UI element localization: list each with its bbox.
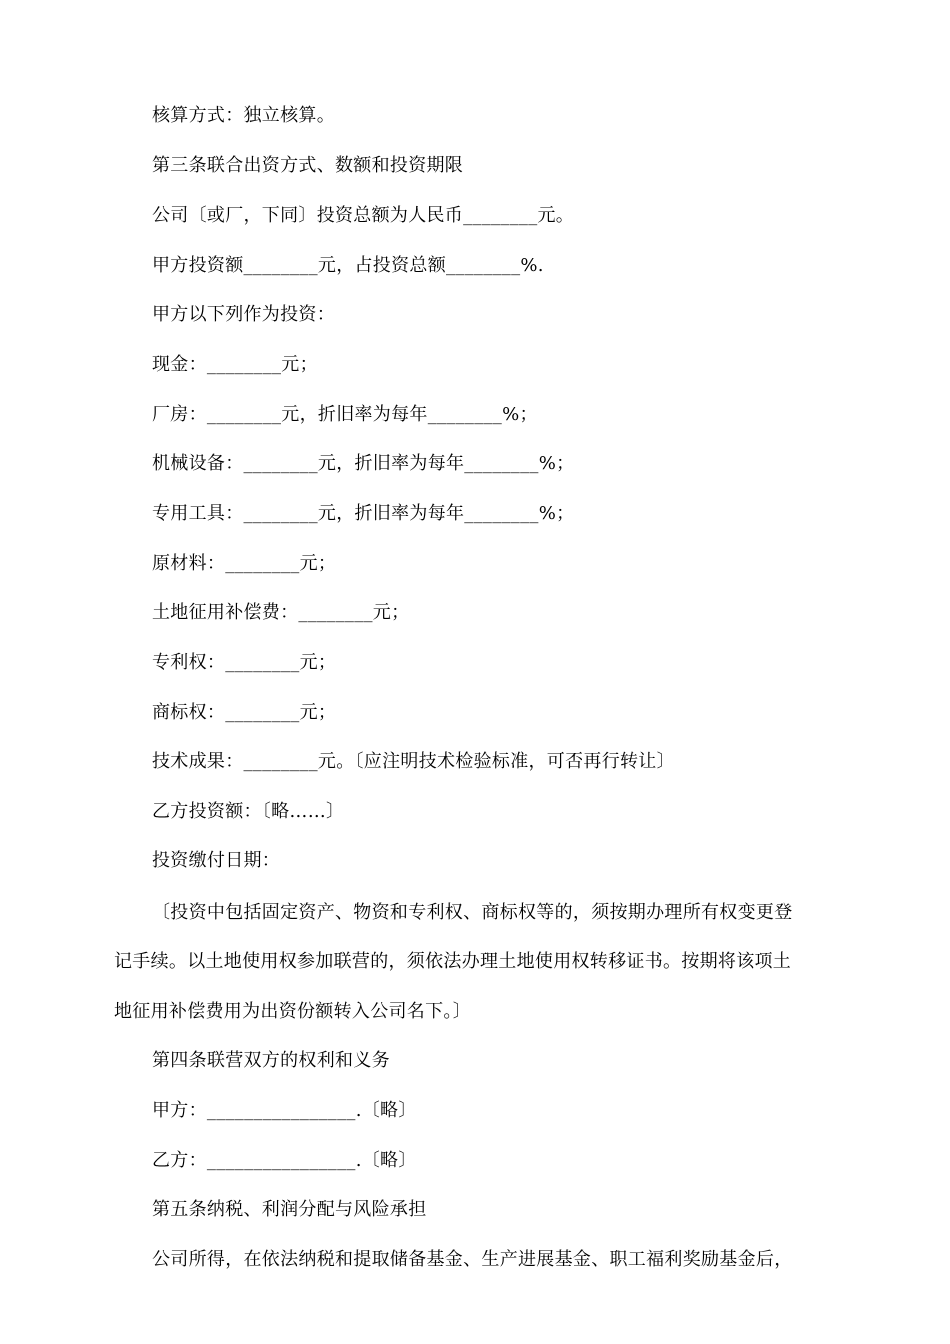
text-line: 现金：________元； (152, 354, 318, 375)
text-line: 土地征用补偿费：________元； (152, 602, 410, 623)
text-line: 公司〔或厂，下同〕投资总额为人民币________元。 (152, 205, 575, 226)
text-line: 甲方以下列作为投资： (152, 304, 335, 325)
text-line: 甲方：________________.〔略〕 (152, 1100, 417, 1121)
text-line: 乙方：________________.〔略〕 (152, 1150, 417, 1171)
text-line: 商标权：________元； (152, 702, 337, 723)
paragraph-line: 〔投资中包括固定资产、物资和专利权、商标权等的，须按期办理所有权变更登 (152, 902, 793, 923)
paragraph-line: 公司所得，在依法纳税和提取储备基金、生产进展基金、职工福利奖励基金后， (152, 1249, 793, 1270)
text-line: 投资缴付日期： (152, 850, 281, 871)
text-line: 技术成果：________元。〔应注明技术检验标准，可否再行转让〕 (152, 751, 675, 772)
text-line: 厂房：________元，折旧率为每年________%； (152, 404, 538, 425)
text-line: 机械设备：________元，折旧率为每年________%； (152, 453, 575, 474)
text-line: 甲方投资额________元，占投资总额________%. (152, 255, 544, 276)
section-heading: 第四条联营双方的权利和义务 (152, 1050, 390, 1071)
text-line: 专利权：________元； (152, 652, 337, 673)
text-line: 原材料：________元； (152, 553, 337, 574)
paragraph-line: 地征用补偿费用为出资份额转入公司名下。〕 (114, 1001, 471, 1022)
text-line: 乙方投资额：〔略……〕 (152, 801, 345, 822)
text-line: 专用工具：________元，折旧率为每年________%； (152, 503, 575, 524)
text-line: 核算方式：独立核算。 (152, 105, 335, 126)
section-heading: 第三条联合出资方式、数额和投资期限 (152, 155, 464, 176)
paragraph-line: 记手续。以土地使用权参加联营的，须依法办理土地使用权转移证书。按期将该项土 (114, 951, 792, 972)
section-heading: 第五条纳税、利润分配与风险承担 (152, 1199, 427, 1220)
